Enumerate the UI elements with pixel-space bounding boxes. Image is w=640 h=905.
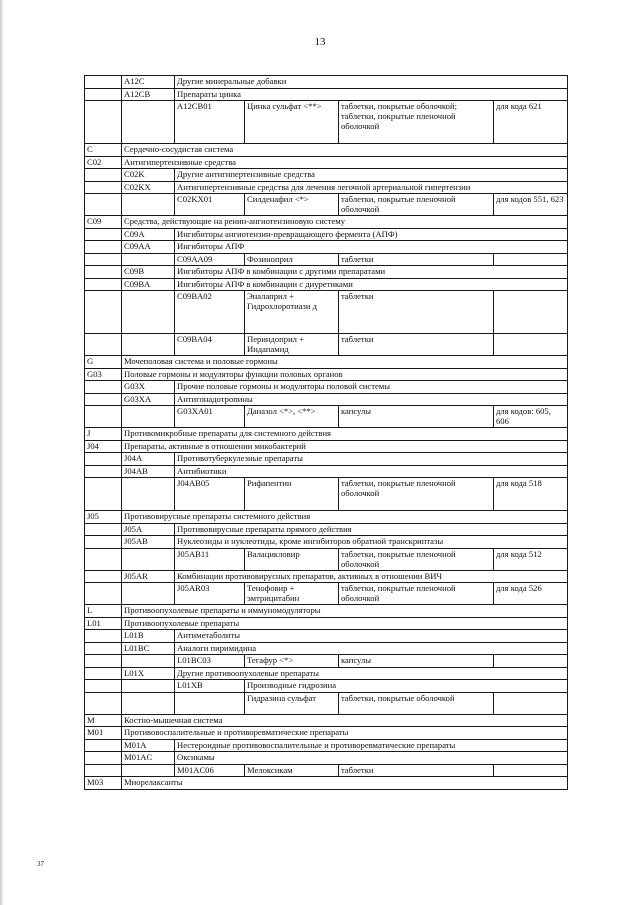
- table-row: [85, 381, 568, 394]
- description-cell: Противоопухолевые препараты и иммуномодуляторы: [122, 605, 568, 618]
- code-group-cell: J05: [85, 511, 122, 524]
- table-row: [85, 570, 568, 583]
- table-row: [85, 266, 568, 279]
- note-cell: для кода 512: [494, 548, 568, 570]
- description-cell: Половые гормоны и модуляторы функции половых органов: [122, 368, 568, 381]
- code-subgroup-cell: [122, 253, 175, 266]
- table-row: [85, 181, 568, 194]
- code-group-cell: [85, 739, 122, 752]
- code-group-cell: [85, 381, 122, 394]
- table-row: [85, 356, 568, 369]
- drug-name-cell: Эналаприл + Гидрохлоротиази д: [245, 291, 339, 334]
- code-subgroup-cell: [122, 291, 175, 334]
- table-row: [85, 478, 568, 511]
- code-group-cell: C: [85, 144, 122, 157]
- table-row: [85, 76, 568, 89]
- table-row: [85, 739, 568, 752]
- dosage-form-cell: таблетки: [339, 334, 494, 356]
- table-row: [85, 428, 568, 441]
- code-subgroup-cell: [122, 406, 175, 428]
- code-group-cell: [85, 655, 122, 668]
- code-subgroup-cell: [122, 194, 175, 216]
- description-cell: Препараты цинка: [175, 88, 568, 101]
- code-group-cell: [85, 523, 122, 536]
- code-group-cell: [85, 752, 122, 765]
- code-subgroup-cell: L01B: [122, 630, 175, 643]
- code-group-cell: [85, 630, 122, 643]
- drug-name-cell: Мелоксикам: [245, 764, 339, 777]
- code-substance-cell: G03XA01: [175, 406, 245, 428]
- drug-name-cell: Гидразина сульфат: [245, 692, 339, 714]
- code-subgroup-cell: J05AR: [122, 570, 175, 583]
- code-group-cell: [85, 680, 122, 693]
- code-group-cell: [85, 478, 122, 511]
- footer-number: 37: [37, 860, 44, 868]
- code-group-cell: [85, 393, 122, 406]
- description-cell: Антигипертензивные средства для лечения легочной артериальной гипертензии: [175, 181, 568, 194]
- code-subgroup-cell: G03XA: [122, 393, 175, 406]
- table-row: [85, 88, 568, 101]
- code-subgroup-cell: C09A: [122, 228, 175, 241]
- drug-name-cell: Рифапентин: [245, 478, 339, 511]
- dosage-form-cell: таблетки, покрытые пленочной оболочкой: [339, 478, 494, 511]
- code-group-cell: C02: [85, 156, 122, 169]
- code-group-cell: [85, 465, 122, 478]
- description-cell: Прочие половые гормоны и модуляторы половой системы: [175, 381, 568, 394]
- code-group-cell: M03: [85, 777, 122, 790]
- code-subgroup-cell: J04A: [122, 453, 175, 466]
- dosage-form-cell: таблетки: [339, 291, 494, 334]
- code-group-cell: [85, 642, 122, 655]
- code-substance-cell: J04AB05: [175, 478, 245, 511]
- drug-name-cell: Тенофовир + эмтрицитабин: [245, 583, 339, 605]
- code-subgroup-cell: [122, 680, 175, 693]
- table-row: [85, 727, 568, 740]
- code-group-cell: [85, 278, 122, 291]
- drug-name-cell: Фозиноприл: [245, 253, 339, 266]
- code-subgroup-cell: [122, 478, 175, 511]
- scan-edge: [0, 0, 4, 905]
- dosage-form-cell: таблетки, покрытые пленочной оболочкой: [339, 194, 494, 216]
- description-cell: Другие минеральные добавки: [175, 76, 568, 89]
- code-subgroup-cell: C02KX: [122, 181, 175, 194]
- note-cell: [494, 334, 568, 356]
- code-substance-cell: C09AA09: [175, 253, 245, 266]
- code-substance-cell: [175, 692, 245, 714]
- table-row: [85, 655, 568, 668]
- code-subgroup-cell: [122, 548, 175, 570]
- code-group-cell: [85, 253, 122, 266]
- table-row: [85, 334, 568, 356]
- description-cell: Сердечно-сосудистая система: [122, 144, 568, 157]
- code-group-cell: M01: [85, 727, 122, 740]
- dosage-form-cell: таблетки: [339, 764, 494, 777]
- table-row: [85, 536, 568, 549]
- note-cell: для кода 518: [494, 478, 568, 511]
- code-group-cell: M: [85, 714, 122, 727]
- description-cell: Средства, действующие на ренин-ангиотензиновую систему: [122, 216, 568, 229]
- code-group-cell: J: [85, 428, 122, 441]
- code-group-cell: [85, 88, 122, 101]
- table-row: [85, 680, 568, 693]
- note-cell: [494, 655, 568, 668]
- code-group-cell: L01: [85, 617, 122, 630]
- code-substance-cell: L01BC03: [175, 655, 245, 668]
- code-substance-cell: L01XB: [175, 680, 245, 693]
- table-row: [85, 714, 568, 727]
- code-subgroup-cell: [122, 334, 175, 356]
- note-cell: для кода 526: [494, 583, 568, 605]
- table-row: [85, 406, 568, 428]
- table-row: [85, 583, 568, 605]
- code-group-cell: G: [85, 356, 122, 369]
- description-cell: Мочеполовая система и половые гормоны: [122, 356, 568, 369]
- table-row: [85, 605, 568, 618]
- description-cell: Антиметаболиты: [175, 630, 568, 643]
- note-cell: для кода 621: [494, 101, 568, 144]
- code-subgroup-cell: M01AC: [122, 752, 175, 765]
- description-cell: Оксикамы: [175, 752, 568, 765]
- code-group-cell: J04: [85, 440, 122, 453]
- code-subgroup-cell: [122, 101, 175, 144]
- code-group-cell: L: [85, 605, 122, 618]
- code-group-cell: [85, 764, 122, 777]
- table-row: [85, 667, 568, 680]
- table-row: [85, 278, 568, 291]
- description-cell: Костно-мышечная система: [122, 714, 568, 727]
- description-cell: Миорелаксанты: [122, 777, 568, 790]
- description-cell: Ингибиторы АПФ в комбинации с диуретиками: [175, 278, 568, 291]
- code-subgroup-cell: C09BA: [122, 278, 175, 291]
- description-cell: Препараты, активные в отношении микобактерий: [122, 440, 568, 453]
- code-group-cell: [85, 334, 122, 356]
- table-row: [85, 617, 568, 630]
- description-cell: Антибиотики: [175, 465, 568, 478]
- description-cell: Ингибиторы АПФ: [175, 241, 568, 254]
- code-subgroup-cell: G03X: [122, 381, 175, 394]
- table-row: [85, 764, 568, 777]
- code-subgroup-cell: [122, 692, 175, 714]
- dosage-form-cell: капсулы: [339, 655, 494, 668]
- table-row: [85, 465, 568, 478]
- table-row: [85, 156, 568, 169]
- dosage-form-cell: таблетки, покрытые оболочкой; таблетки, покрытые пленочной оболочкой: [339, 101, 494, 144]
- code-group-cell: [85, 241, 122, 254]
- description-cell: Производные гидрозина: [245, 680, 568, 693]
- table-row: [85, 752, 568, 765]
- code-group-cell: [85, 570, 122, 583]
- description-cell: Противовирусные препараты прямого действия: [175, 523, 568, 536]
- code-group-cell: C09: [85, 216, 122, 229]
- table-row: [85, 523, 568, 536]
- table-row: [85, 144, 568, 157]
- code-substance-cell: C02KX01: [175, 194, 245, 216]
- code-group-cell: [85, 291, 122, 334]
- description-cell: Противотуберкулезные препараты: [175, 453, 568, 466]
- code-subgroup-cell: [122, 764, 175, 777]
- description-cell: Аналоги пиримидина: [175, 642, 568, 655]
- code-subgroup-cell: J05AB: [122, 536, 175, 549]
- code-group-cell: [85, 583, 122, 605]
- code-group-cell: [85, 228, 122, 241]
- dosage-form-cell: таблетки, покрытые оболочкой: [339, 692, 494, 714]
- drug-name-cell: Даназол <*>, <**>: [245, 406, 339, 428]
- code-subgroup-cell: A12C: [122, 76, 175, 89]
- table-row: [85, 101, 568, 144]
- dosage-form-cell: таблетки, покрытые пленочной оболочкой: [339, 583, 494, 605]
- dosage-form-cell: капсулы: [339, 406, 494, 428]
- table-row: [85, 216, 568, 229]
- table-row: [85, 777, 568, 790]
- description-cell: Антигипертензивные средства: [122, 156, 568, 169]
- code-subgroup-cell: L01X: [122, 667, 175, 680]
- description-cell: Противомикробные препараты для системного действия: [122, 428, 568, 441]
- code-substance-cell: C09BA04: [175, 334, 245, 356]
- drug-name-cell: Силденафил <*>: [245, 194, 339, 216]
- code-substance-cell: M01AC06: [175, 764, 245, 777]
- code-subgroup-cell: J05A: [122, 523, 175, 536]
- drug-name-cell: Цинка сульфат <**>: [245, 101, 339, 144]
- code-group-cell: [85, 548, 122, 570]
- code-group-cell: [85, 453, 122, 466]
- code-group-cell: [85, 406, 122, 428]
- page-number: 13: [314, 36, 326, 48]
- description-cell: Другие антигипертензивные средства: [175, 169, 568, 182]
- drug-name-cell: Периндоприл + Индапамид: [245, 334, 339, 356]
- table-row: [85, 630, 568, 643]
- description-cell: Нестероидные противовоспалительные и противоревматические препараты: [175, 739, 568, 752]
- code-group-cell: [85, 169, 122, 182]
- description-cell: Противовирусные препараты системного действия: [122, 511, 568, 524]
- table-row: [85, 368, 568, 381]
- note-cell: [494, 253, 568, 266]
- table-row: [85, 692, 568, 714]
- table-row: [85, 440, 568, 453]
- code-subgroup-cell: C09B: [122, 266, 175, 279]
- description-cell: Ингибиторы ангиотензин-превращающего фермента (АПФ): [175, 228, 568, 241]
- code-group-cell: [85, 76, 122, 89]
- code-group-cell: [85, 266, 122, 279]
- description-cell: Комбинации противовирусных препаратов, активных в отношении ВИЧ: [175, 570, 568, 583]
- code-subgroup-cell: C02K: [122, 169, 175, 182]
- atc-table: [84, 75, 568, 790]
- note-cell: [494, 291, 568, 334]
- code-subgroup-cell: L01BC: [122, 642, 175, 655]
- code-group-cell: G03: [85, 368, 122, 381]
- table-row: [85, 453, 568, 466]
- table-row: [85, 642, 568, 655]
- code-group-cell: [85, 181, 122, 194]
- description-cell: Другие противоопухолевые препараты: [175, 667, 568, 680]
- table-row: [85, 253, 568, 266]
- code-subgroup-cell: C09AA: [122, 241, 175, 254]
- code-subgroup-cell: [122, 583, 175, 605]
- table-row: [85, 228, 568, 241]
- table-row: [85, 291, 568, 334]
- table-row: [85, 393, 568, 406]
- code-subgroup-cell: M01A: [122, 739, 175, 752]
- description-cell: Противоопухолевые препараты: [122, 617, 568, 630]
- description-cell: Нуклеозиды и нуклеотиды, кроме ингибиторов обратной транскриптазы: [175, 536, 568, 549]
- table-row: [85, 194, 568, 216]
- description-cell: Противовоспалительные и противоревматические препараты: [122, 727, 568, 740]
- table-row: [85, 548, 568, 570]
- code-substance-cell: C09BA02: [175, 291, 245, 334]
- code-group-cell: [85, 194, 122, 216]
- note-cell: [494, 764, 568, 777]
- description-cell: Ингибиторы АПФ в комбинации с другими препаратами: [175, 266, 568, 279]
- code-subgroup-cell: J04AB: [122, 465, 175, 478]
- table-row: [85, 169, 568, 182]
- code-group-cell: [85, 536, 122, 549]
- note-cell: для кодов 551, 623: [494, 194, 568, 216]
- code-group-cell: [85, 692, 122, 714]
- code-substance-cell: J05AB11: [175, 548, 245, 570]
- code-substance-cell: A12CB01: [175, 101, 245, 144]
- drug-name-cell: Тегафур <*>: [245, 655, 339, 668]
- dosage-form-cell: таблетки, покрытые пленочной оболочкой: [339, 548, 494, 570]
- code-group-cell: [85, 667, 122, 680]
- code-subgroup-cell: A12CB: [122, 88, 175, 101]
- note-cell: [494, 692, 568, 714]
- code-group-cell: [85, 101, 122, 144]
- code-substance-cell: J05AR03: [175, 583, 245, 605]
- note-cell: для кодов: 605, 606: [494, 406, 568, 428]
- table-row: [85, 511, 568, 524]
- code-subgroup-cell: [122, 655, 175, 668]
- dosage-form-cell: таблетки: [339, 253, 494, 266]
- drug-name-cell: Валацикловир: [245, 548, 339, 570]
- description-cell: Антигонадотропины: [175, 393, 568, 406]
- table-row: [85, 241, 568, 254]
